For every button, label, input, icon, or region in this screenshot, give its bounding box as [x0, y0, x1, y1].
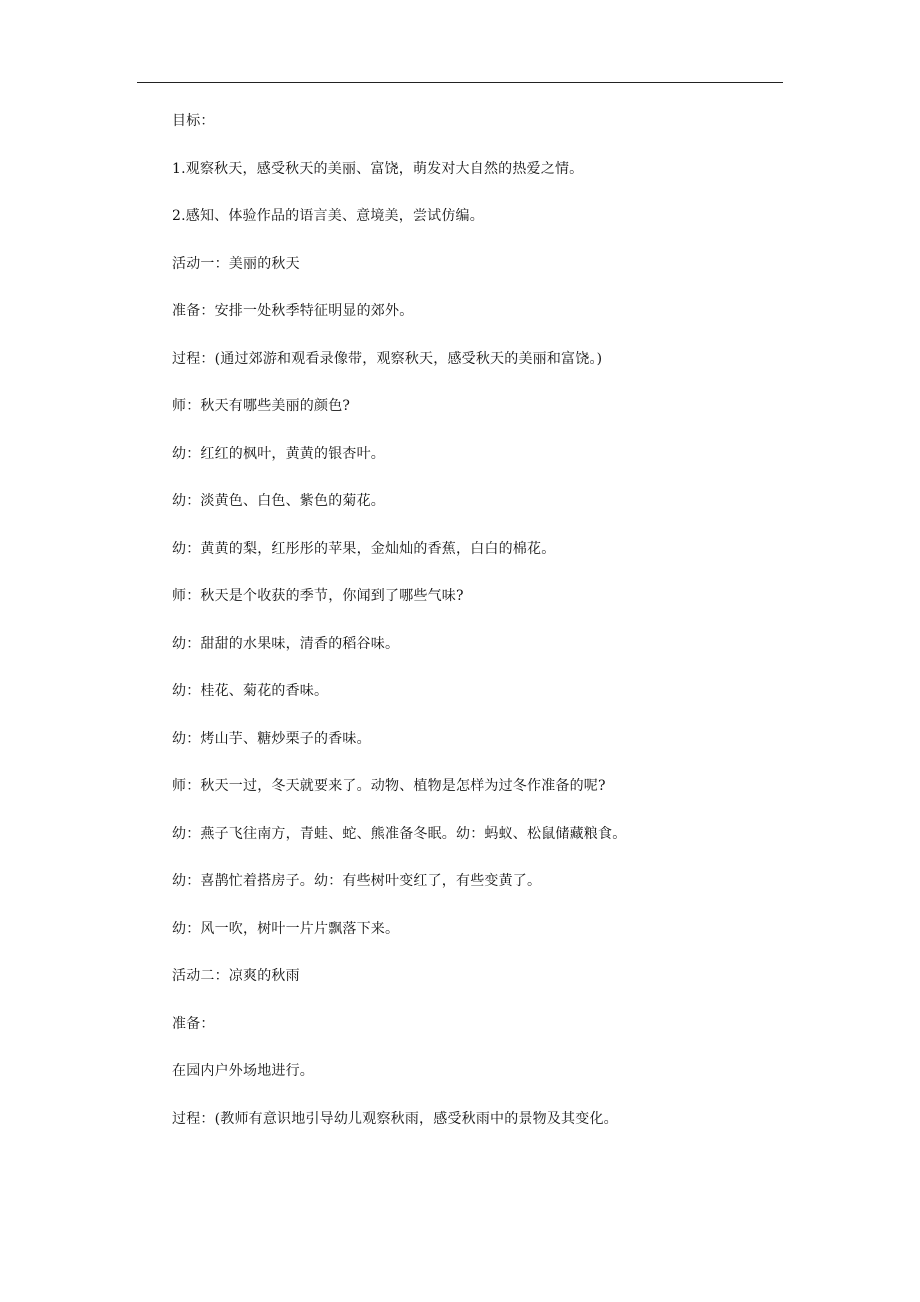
dialogue-line: 幼：淡黄色、白色、紫色的菊花。 [172, 493, 385, 509]
goals-heading: 目标： [172, 113, 215, 129]
dialogue-line: 幼：黄黄的梨，红彤彤的苹果，金灿灿的香蕉，白白的棉花。 [172, 540, 556, 557]
dialogue-line: 幼：喜鹊忙着搭房子。幼：有些树叶变红了，有些变黄了。 [172, 873, 542, 889]
dialogue-line: 幼：燕子飞往南方，青蛙、蛇、熊准备冬眠。幼：蚂蚁、松鼠储藏粮食。 [172, 825, 627, 842]
activity-2-preparation: 在园内户外场地进行。 [172, 1063, 314, 1079]
activity-2-heading: 活动二：凉爽的秋雨 [172, 968, 300, 984]
dialogue-line: 师：秋天有哪些美丽的颜色? [172, 398, 351, 414]
goal-item-1: 1.观察秋天，感受秋天的美丽、富饶，萌发对大自然的热爱之情。 [172, 160, 584, 177]
document-body [172, 113, 772, 1158]
activity-1-heading: 活动一：美丽的秋天 [172, 255, 300, 272]
dialogue-line: 幼：桂花、菊花的香味。 [172, 683, 329, 699]
activity-2-preparation-label: 准备： [172, 1015, 215, 1032]
dialogue-line: 幼：烤山芋、糖炒栗子的香味。 [172, 730, 371, 747]
dialogue-line: 幼：风一吹，树叶一片片飘落下来。 [172, 920, 400, 937]
dialogue-line: 师：秋天是个收获的季节，你闻到了哪些气味? [172, 588, 464, 604]
goal-item-2: 2.感知、体验作品的语言美、意境美，尝试仿编。 [172, 208, 484, 224]
activity-2-process: 过程：(教师有意识地引导幼儿观察秋雨，感受秋雨中的景物及其变化。 [172, 1110, 618, 1127]
dialogue-line: 幼：甜甜的水果味，清香的稻谷味。 [172, 635, 400, 652]
dialogue-line: 幼：红红的枫叶，黄黄的银杏叶。 [172, 445, 385, 462]
activity-1-preparation: 准备：安排一处秋季特征明显的郊外。 [172, 303, 414, 319]
activity-1-process: 过程：(通过郊游和观看录像带，观察秋天，感受秋天的美丽和富饶。) [172, 350, 603, 367]
header-rule [137, 82, 783, 83]
dialogue-line: 师：秋天一过，冬天就要来了。动物、植物是怎样为过冬作准备的呢? [172, 778, 606, 794]
